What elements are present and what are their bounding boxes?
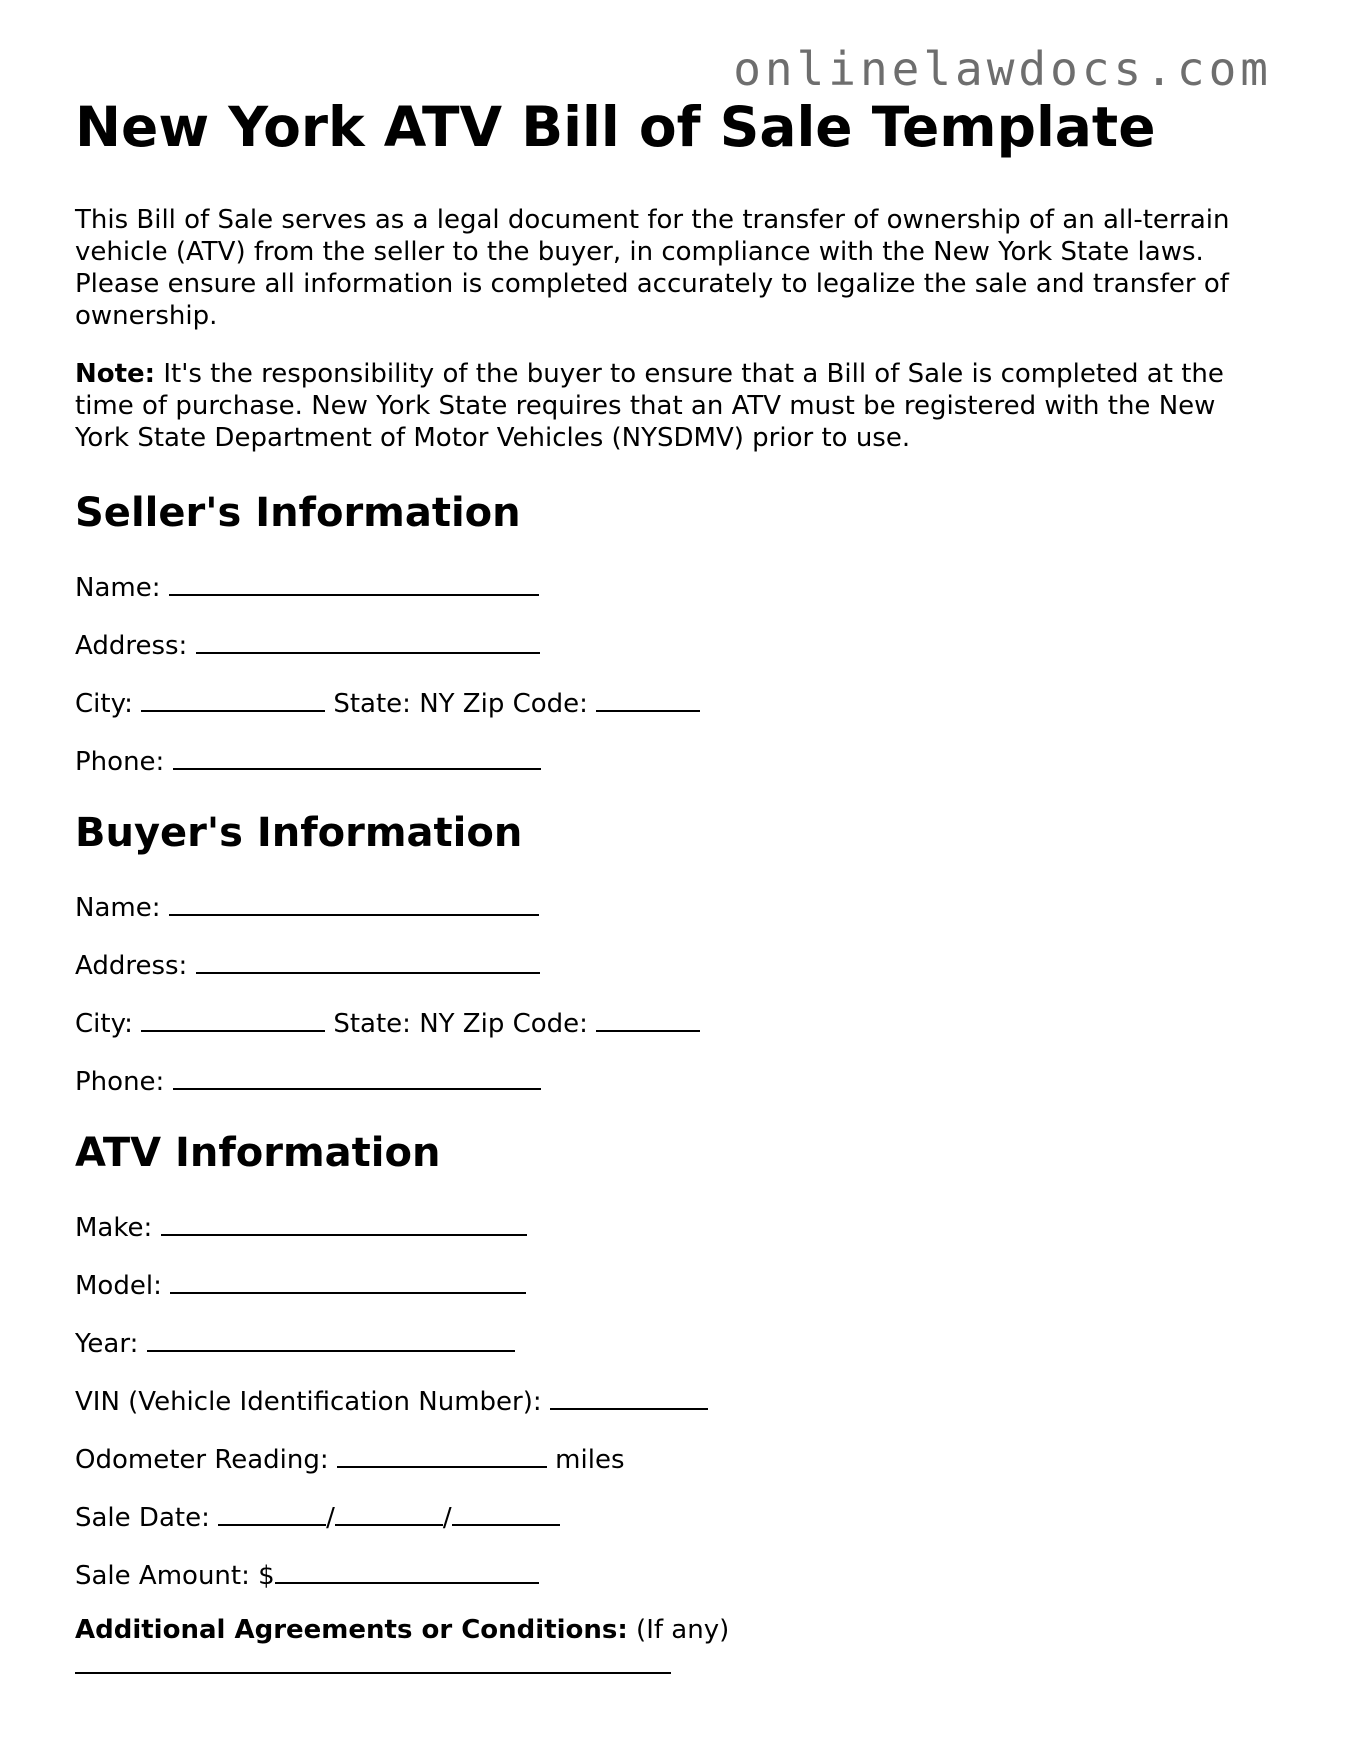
atv-model-field (75, 1266, 1275, 1301)
date-separator: / (326, 1503, 335, 1533)
buyer-heading: Buyer's Information (75, 810, 523, 856)
buyer-city-blank[interactable] (141, 1004, 325, 1032)
atv-vin-field (75, 1382, 1275, 1417)
seller-phone-label: Phone: (75, 747, 165, 777)
atv-odometer-label: Odometer Reading: (75, 1445, 329, 1475)
date-separator: / (442, 1503, 452, 1533)
additional-agreements-label: Additional Agreements or Conditions: (75, 1615, 628, 1645)
buyer-phone-field (75, 1062, 1275, 1097)
seller-name-field (75, 568, 1275, 603)
atv-make-label: Make: (75, 1213, 153, 1243)
atv-heading: ATV Information (75, 1130, 441, 1176)
sale-date-year-blank[interactable] (452, 1498, 560, 1526)
additional-agreements-blank[interactable] (75, 1672, 671, 1674)
seller-address-label: Address: (75, 631, 188, 661)
atv-year-label: Year: (75, 1329, 139, 1359)
atv-model-blank[interactable] (170, 1266, 526, 1294)
note-text: It's the responsibility of the buyer to ensure that a Bill of Sale is completed at the time of purchase. New York State requires that an ATV must be registered with the New York State Department of Motor Vehicles (NYSDMV) prior to use. (75, 359, 1224, 453)
seller-city-label: City: (75, 689, 133, 719)
seller-address-field (75, 626, 1275, 661)
atv-sale-date-label: Sale Date: (75, 1503, 210, 1533)
buyer-phone-label: Phone: (75, 1067, 165, 1097)
seller-name-blank[interactable] (169, 568, 539, 596)
page-title: New York ATV Bill of Sale Template (75, 95, 1156, 159)
buyer-address-label: Address: (75, 951, 188, 981)
atv-year-blank[interactable] (147, 1324, 515, 1352)
atv-sale-date-field (75, 1498, 1275, 1533)
atv-make-field (75, 1208, 1275, 1243)
atv-sale-amount-field (75, 1556, 1275, 1591)
intro-paragraph: This Bill of Sale serves as a legal document for the transfer of ownership of an all-terrain vehicle (ATV) from the seller to the buyer, in compliance with the New York State laws. Please ensure all information is completed accurately to legalize the sale and transfer of ownership. (75, 205, 1230, 331)
note-paragraph (75, 358, 1275, 454)
sale-date-day-blank[interactable] (335, 1498, 443, 1526)
atv-odometer-unit: miles (555, 1445, 625, 1475)
seller-heading: Seller's Information (75, 490, 521, 536)
additional-agreements-hint: (If any) (627, 1615, 730, 1645)
buyer-address-field (75, 946, 1275, 981)
buyer-state-zip-label: State: NY Zip Code: (333, 1009, 588, 1039)
atv-sale-amount-label: Sale Amount: $ (75, 1561, 275, 1591)
buyer-city-label: City: (75, 1009, 133, 1039)
seller-phone-field (75, 742, 1275, 777)
seller-state-zip-label: State: NY Zip Code: (333, 689, 588, 719)
atv-make-blank[interactable] (161, 1208, 527, 1236)
atv-model-label: Model: (75, 1271, 162, 1301)
buyer-zip-blank[interactable] (596, 1004, 700, 1032)
buyer-phone-blank[interactable] (173, 1062, 541, 1090)
buyer-city-field (75, 1004, 1275, 1039)
note-label: Note: (75, 359, 156, 389)
atv-vin-blank[interactable] (550, 1382, 708, 1410)
document-body (75, 92, 1275, 1674)
atv-year-field (75, 1324, 1275, 1359)
site-watermark: onlinelawdocs.com (733, 42, 1272, 96)
additional-agreements-field (75, 1614, 1275, 1646)
buyer-name-label: Name: (75, 893, 161, 923)
seller-address-blank[interactable] (196, 626, 540, 654)
seller-zip-blank[interactable] (596, 684, 700, 712)
seller-city-blank[interactable] (141, 684, 325, 712)
sale-date-month-blank[interactable] (218, 1498, 326, 1526)
seller-phone-blank[interactable] (173, 742, 541, 770)
atv-odometer-field (75, 1440, 1275, 1475)
sale-amount-blank[interactable] (275, 1556, 539, 1584)
atv-vin-label: VIN (Vehicle Identification Number): (75, 1387, 542, 1417)
seller-city-field (75, 684, 1275, 719)
buyer-address-blank[interactable] (196, 946, 540, 974)
atv-odometer-blank[interactable] (337, 1440, 547, 1468)
buyer-name-field (75, 888, 1275, 923)
seller-name-label: Name: (75, 573, 161, 603)
buyer-name-blank[interactable] (169, 888, 539, 916)
